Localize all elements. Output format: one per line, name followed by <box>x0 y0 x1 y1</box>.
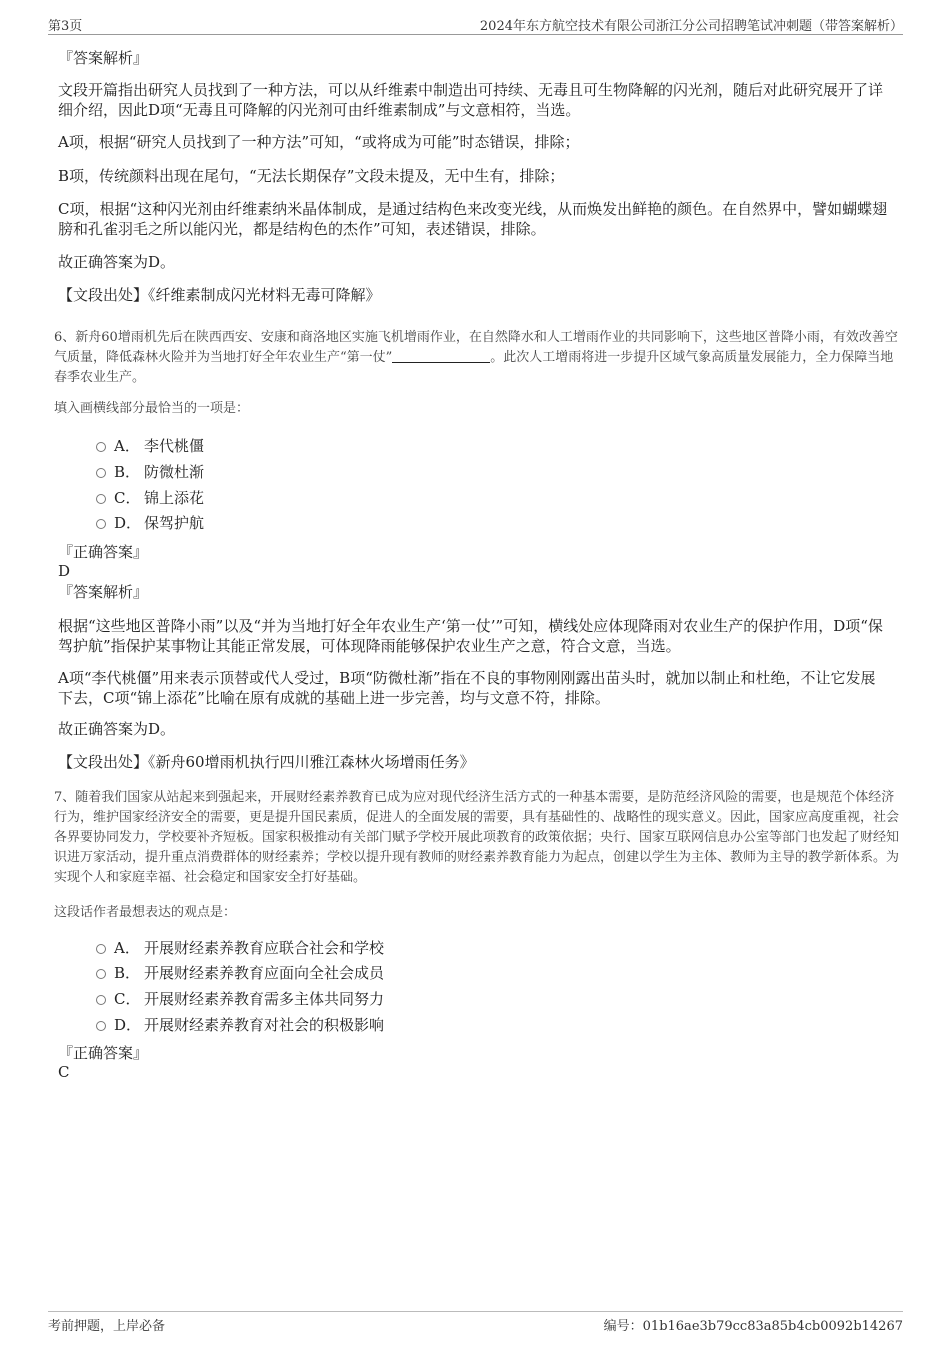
q6-stem-text: 6、新舟60增雨机先后在陕西西安、安康和商洛地区实施飞机增雨作业，在自然降水和人工增雨作业的共同影响下，这些地区普降小雨，有效改善空气质量，降低森林火险并为当地打好全年农业生产“第一仗” <box>54 330 898 365</box>
q6-source: 【文段出处】《新舟60增雨机执行四川雅江森林火场增雨任务》 <box>58 753 475 771</box>
q5-analysis-option-c: C项，根据“这种闪光剂由纤维素纳米晶体制成，是通过结构色来改变光线，从而焕发出鲜艳的颜色。在自然界中，譬如蝴蝶翅膀和孔雀羽毛之所以能闪光，都是结构色的杰作”可知，表述错误，排除。 <box>58 200 888 238</box>
page-footer <box>48 1311 903 1334</box>
q5-conclusion: 故正确答案为D。 <box>58 253 176 271</box>
q7-prompt: 这段话作者最想表达的观点是： <box>54 905 237 920</box>
q6-analysis-paragraph: 根据“这些地区普降小雨”以及“并为当地打好全年农业生产‘第一仗’”可知，横线处应体现降雨对农业生产的保护作用，D项“保驾护航”指保护某事物让其能正常发展，可体现降雨能够保护农业生产之意，符合文意，当选。 <box>58 617 883 655</box>
radio-icon[interactable] <box>96 494 106 504</box>
q6-stem <box>54 328 899 388</box>
footer-slogan: 考前押题，上岸必备 <box>48 1319 166 1334</box>
q7-option-c[interactable]: C． 开展财经素养教育需多主体共同努力 <box>96 989 384 1009</box>
radio-icon[interactable] <box>96 519 106 529</box>
q6-analysis-other-options: A项“李代桃僵”用来表示顶替或代人受过，B项“防微杜渐”指在不良的事物刚刚露出苗头时，就加以制止和杜绝，不让它发展下去，C项“锦上添花”比喻在原有成就的基础上进一步完善，均与文意不符，排除。 <box>58 669 876 707</box>
q7-option-b[interactable]: B． 开展财经素养教育应面向全社会成员 <box>96 963 384 983</box>
radio-icon[interactable] <box>96 969 106 979</box>
radio-icon[interactable] <box>96 442 106 452</box>
answer-blank <box>392 350 490 363</box>
page-header <box>48 14 903 35</box>
q7-stem: 7、随着我们国家从站起来到强起来，开展财经素养教育已成为应对现代经济生活方式的一种基本需要，是防范经济风险的需要，也是规范个体经济行为，维护国家经济安全的需要，更是提升国民素质，促进人的全面发展的需要，具有基础性的、战略性的现实意义。因此，国家应高度重视，社会各界要协同发力，学校要补齐短板。国家积极推动有关部门赋予学校开展此项教育的政策依据；央行、国家互联网信息办公室等部门也发起了财经知识进万家活动，提升重点消费群体的财经素养；学校以提升现有教师的财经素养教育能力为起点，创建以学生为主体、教师为主导的教学新体系。为实现个人和家庭幸福、社会稳定和国家安全打好基础。 <box>54 790 900 885</box>
q6-stem-text-after: 。此次人工增雨将进一步提升区域气象高质量发展能力，全力保障当地春季农业生产。 <box>54 350 894 385</box>
radio-icon[interactable] <box>96 1021 106 1031</box>
radio-icon[interactable] <box>96 995 106 1005</box>
q6-prompt: 填入画横线部分最恰当的一项是： <box>54 401 250 416</box>
page-number: 第3页 <box>48 19 83 34</box>
q5-analysis-paragraph: 文段开篇指出研究人员找到了一种方法，可以从纤维素中制造出可持续、无毒且可生物降解的闪光剂，随后对此研究展开了详细介绍，因此D项“无毒且可降解的闪光剂可由纤维素制成”与文意相符，当选。 <box>58 81 884 119</box>
q7-answer: C <box>58 1063 70 1081</box>
q5-analysis-label: 『答案解析』 <box>58 49 149 67</box>
q7-option-d[interactable]: D． 开展财经素养教育对社会的积极影响 <box>96 1015 384 1035</box>
q6-answer: D <box>58 562 71 580</box>
q5-analysis-option-b: B项，传统颜料出现在尾句，“无法长期保存”文段未提及，无中生有，排除； <box>58 167 565 185</box>
document-title: 2024年东方航空技术有限公司浙江分公司招聘笔试冲刺题（带答案解析） <box>479 19 903 34</box>
q6-analysis-label: 『答案解析』 <box>58 583 149 601</box>
q5-source: 【文段出处】《纤维素制成闪光材料无毒可降解》 <box>58 286 381 304</box>
q6-option-a[interactable]: A． 李代桃僵 <box>96 436 204 456</box>
radio-icon[interactable] <box>96 468 106 478</box>
radio-icon[interactable] <box>96 944 106 954</box>
q6-option-c[interactable]: C． 锦上添花 <box>96 488 204 508</box>
q6-option-d[interactable]: D． 保驾护航 <box>96 513 204 533</box>
q6-option-b[interactable]: B． 防微杜渐 <box>96 462 204 482</box>
q5-analysis-option-a: A项，根据“研究人员找到了一种方法”可知，“或将成为可能”时态错误，排除； <box>58 133 580 151</box>
q6-conclusion: 故正确答案为D。 <box>58 720 176 738</box>
q7-option-a[interactable]: A． 开展财经素养教育应联合社会和学校 <box>96 938 384 958</box>
q7-answer-label: 『正确答案』 <box>58 1044 149 1062</box>
q6-answer-label: 『正确答案』 <box>58 543 149 561</box>
document-id: 编号：01b16ae3b79cc83a85b4cb0092b14267 <box>603 1319 903 1334</box>
